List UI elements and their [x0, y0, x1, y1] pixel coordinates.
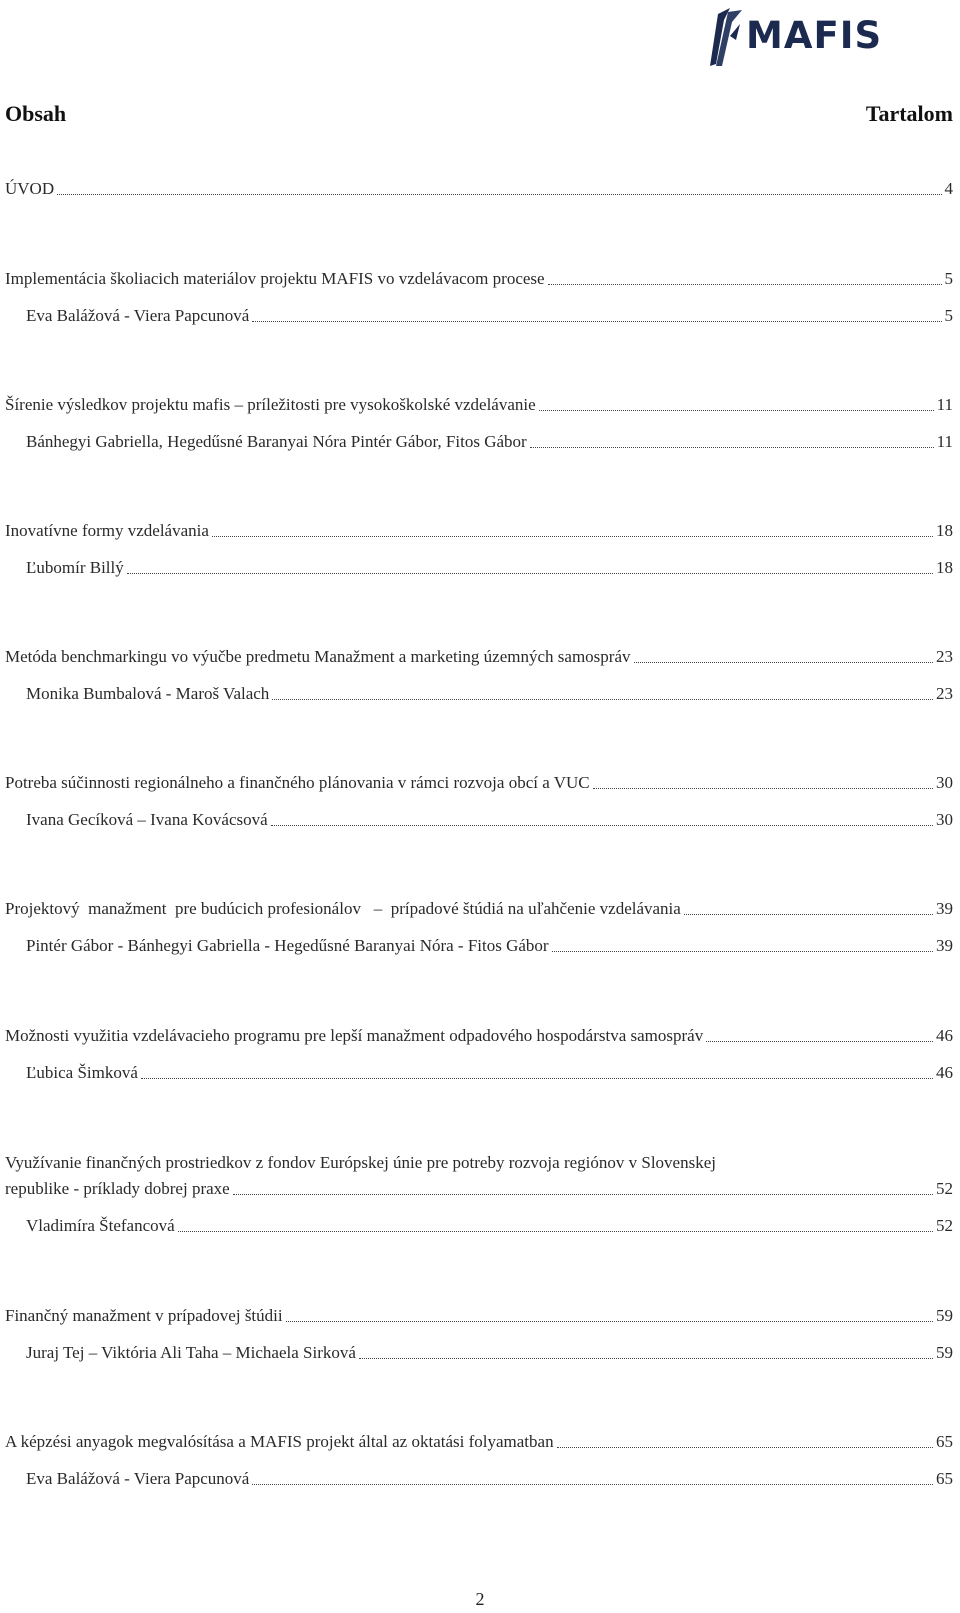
toc-title: Implementácia školiacich materiálov projektu MAFIS vo vzdelávacom procese: [5, 269, 545, 288]
toc-page: 11: [936, 395, 953, 414]
dot-leader: [286, 1320, 933, 1322]
dot-leader: [141, 1077, 933, 1079]
dot-leader: [634, 661, 934, 663]
toc-page: 39: [936, 899, 953, 918]
toc-page: 52: [936, 1216, 953, 1235]
toc-title: Inovatívne formy vzdelávania: [5, 521, 209, 540]
toc-title: Finančný manažment v prípadovej štúdii: [5, 1306, 283, 1325]
toc-title: Možnosti využitia vzdelávacieho programu pre lepší manažment odpadového hospodárstva samospráv: [5, 1026, 704, 1045]
dot-leader: [557, 1446, 933, 1448]
toc-author-1[interactable]: [26, 305, 953, 327]
toc-author-8[interactable]: [26, 1215, 953, 1237]
dot-leader: [684, 913, 933, 915]
dot-leader: [593, 787, 933, 789]
logo-wordmark: MAFIS: [746, 14, 883, 57]
dot-leader: [57, 193, 941, 195]
toc-title: A képzési anyagok megvalósítása a MAFIS projekt által az oktatási folyamatban: [5, 1432, 554, 1451]
dot-leader: [212, 535, 933, 537]
dot-leader: [530, 446, 934, 448]
toc-page: 65: [936, 1432, 953, 1451]
toc-entry-5[interactable]: [5, 772, 953, 794]
mafis-logo: [708, 6, 953, 72]
toc-title: Potreba súčinnosti regionálneho a finančného plánovania v rámci rozvoja obcí a VUC: [5, 773, 590, 792]
dot-leader: [233, 1193, 933, 1195]
mafis-logo-icon: [708, 6, 748, 72]
toc-title: republike - príklady dobrej praxe: [5, 1179, 230, 1198]
dot-leader: [548, 283, 942, 285]
dot-leader: [271, 824, 933, 826]
toc-author: Monika Bumbalová - Maroš Valach: [26, 684, 270, 703]
toc-page: 18: [936, 521, 953, 540]
dot-leader: [272, 698, 933, 700]
toc-page: 46: [936, 1026, 953, 1045]
toc-page: 59: [936, 1306, 953, 1325]
page-number: 2: [475, 1589, 485, 1609]
toc-author: Eva Balážová - Viera Papcunová: [26, 1469, 250, 1488]
toc-title: Metóda benchmarkingu vo výučbe predmetu Manažment a marketing územných samospráv: [5, 647, 631, 666]
toc-entry-10[interactable]: [5, 1431, 953, 1453]
toc-author-4[interactable]: [26, 683, 953, 705]
toc-entry-3[interactable]: [5, 520, 953, 542]
toc-entry-4[interactable]: [5, 646, 953, 668]
toc-page: 18: [936, 558, 953, 577]
toc-page: 11: [936, 432, 953, 451]
toc-author: Eva Balážová - Viera Papcunová: [26, 306, 250, 325]
dot-leader: [552, 950, 933, 952]
toc-page: 30: [936, 810, 953, 829]
toc-page: 52: [936, 1179, 953, 1198]
toc-title: Projektový manažment pre budúcich profesionálov – prípadové štúdiá na uľahčenie vzdelávania: [5, 899, 681, 918]
dot-leader: [178, 1230, 933, 1232]
dot-leader: [252, 320, 941, 322]
toc-title: Šírenie výsledkov projektu mafis – príležitosti pre vysokoškolské vzdelávanie: [5, 395, 536, 414]
toc-entry-2[interactable]: [5, 394, 953, 416]
toc-author: Vladimíra Štefancová: [26, 1216, 175, 1235]
toc-page: 5: [944, 306, 953, 325]
dot-leader: [127, 572, 933, 574]
toc-author-2[interactable]: [26, 431, 953, 453]
toc-entry-6[interactable]: [5, 898, 953, 920]
toc-page: 4: [944, 179, 953, 198]
toc-page: 39: [936, 936, 953, 955]
toc-page: 23: [936, 647, 953, 666]
heading-obsah: Obsah: [5, 101, 67, 126]
toc-page: 46: [936, 1063, 953, 1082]
toc-title: ÚVOD: [5, 179, 55, 198]
toc-page: 5: [944, 269, 953, 288]
dot-leader: [539, 409, 934, 411]
toc-author: Ivana Gecíková – Ivana Kovácsová: [26, 810, 268, 829]
toc-author-9[interactable]: [26, 1342, 953, 1364]
toc-entry-intro[interactable]: [5, 178, 953, 200]
dot-leader: [359, 1357, 933, 1359]
toc-page: 65: [936, 1469, 953, 1488]
dot-leader: [706, 1040, 933, 1042]
toc-entry-8-line1[interactable]: Využívanie finančných prostriedkov z fondov Európskej únie pre potreby rozvoja regiónov v Slovenskej: [5, 1153, 716, 1172]
toc-author-5[interactable]: [26, 809, 953, 831]
toc-author: Bánhegyi Gabriella, Hegedűsné Baranyai Nóra Pintér Gábor, Fitos Gábor: [26, 432, 527, 451]
toc-author: Ľubica Šimková: [26, 1063, 138, 1082]
toc-entry-1[interactable]: [5, 268, 953, 290]
toc-page: 30: [936, 773, 953, 792]
toc-author-10[interactable]: [26, 1468, 953, 1490]
toc-entry-7[interactable]: [5, 1025, 953, 1047]
toc-author-3[interactable]: [26, 557, 953, 579]
dot-leader: [252, 1483, 933, 1485]
toc-page: 59: [936, 1343, 953, 1362]
toc-author: Juraj Tej – Viktória Ali Taha – Michaela Sirková: [26, 1343, 356, 1362]
heading-tartalom: Tartalom: [865, 101, 953, 126]
toc-author-7[interactable]: [26, 1062, 953, 1084]
toc-page: 23: [936, 684, 953, 703]
toc-entry-9[interactable]: [5, 1305, 953, 1327]
toc-entry-8[interactable]: [5, 1178, 953, 1200]
toc-author-6[interactable]: [26, 935, 953, 957]
toc-author: Ľubomír Billý: [26, 558, 124, 577]
toc-author: Pintér Gábor - Bánhegyi Gabriella - Hegedűsné Baranyai Nóra - Fitos Gábor: [26, 936, 549, 955]
